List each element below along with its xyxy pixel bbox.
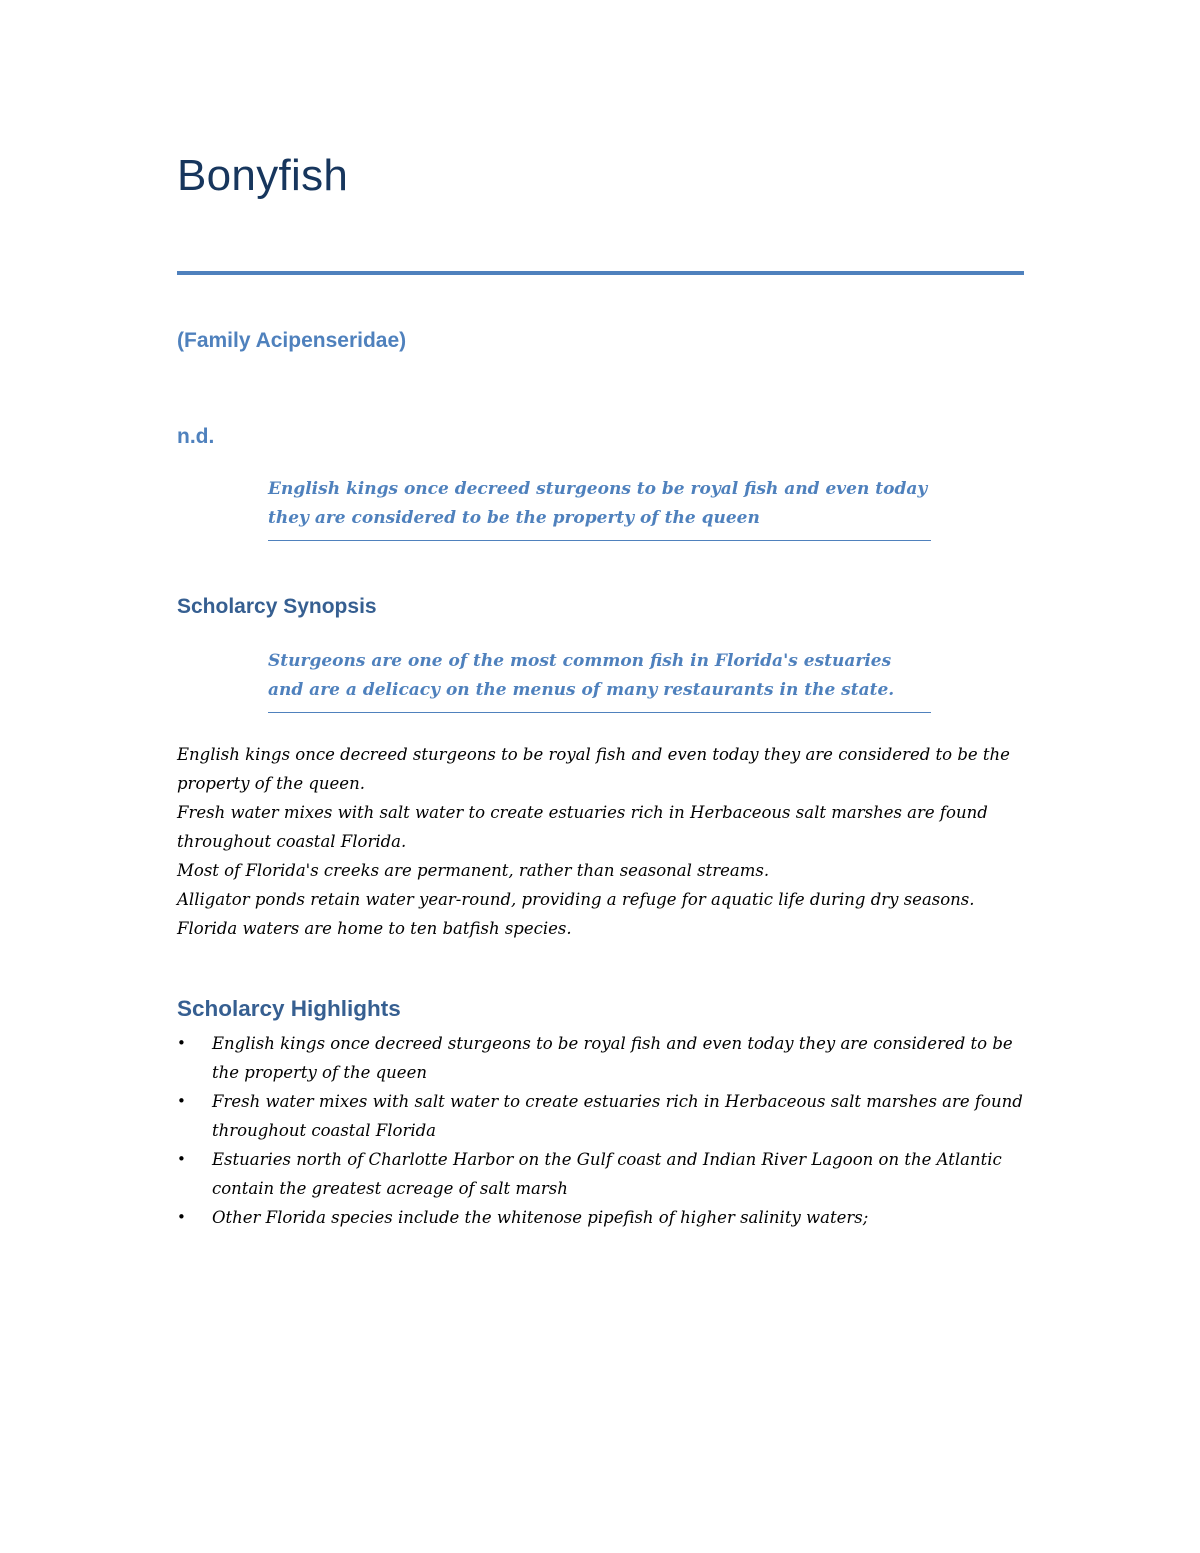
intense-quote-1: English kings once decreed sturgeons to be royal fish and even today they are considered to be the property of the queen [268, 475, 931, 541]
highlight-text: Estuaries north of Charlotte Harbor on the Gulf coast and Indian River Lagoon on the Atlantic contain the greatest acreage of salt marsh [212, 1150, 1002, 1198]
list-item [177, 1029, 1037, 1087]
list-item [177, 1145, 1037, 1203]
highlight-text: Other Florida species include the whitenose pipefish of higher salinity waters; [212, 1208, 869, 1227]
synopsis-body [177, 740, 1037, 943]
highlight-text: English kings once decreed sturgeons to be royal fish and even today they are considered to be the property of the queen [212, 1034, 1013, 1082]
title-divider [177, 271, 1024, 275]
list-item [177, 1087, 1037, 1145]
synopsis-line: English kings once decreed sturgeons to be royal fish and even today they are considered to be the property of the queen. [177, 745, 1010, 793]
synopsis-line: Fresh water mixes with salt water to create estuaries rich in Herbaceous salt marshes are found throughout coastal Florida. [177, 803, 988, 851]
document-title: Bonyfish [177, 151, 349, 200]
highlights-list [177, 1029, 1037, 1232]
synopsis-line: Florida waters are home to ten batfish species. [177, 919, 572, 938]
bullet-icon: • [177, 1150, 186, 1168]
document-subtitle: (Family Acipenseridae) [177, 329, 407, 352]
synopsis-line: Most of Florida's creeks are permanent, rather than seasonal streams. [177, 861, 770, 880]
highlights-heading: Scholarcy Highlights [177, 996, 401, 1021]
highlight-text: Fresh water mixes with salt water to create estuaries rich in Herbaceous salt marshes are found throughout coastal Florida [212, 1092, 1023, 1140]
bullet-icon: • [177, 1034, 186, 1052]
list-item [177, 1203, 1037, 1232]
document-date: n.d. [177, 425, 215, 448]
synopsis-heading: Scholarcy Synopsis [177, 595, 377, 618]
bullet-icon: • [177, 1208, 186, 1226]
intense-quote-2: Sturgeons are one of the most common fish in Florida's estuaries and are a delicacy on the menus of many restaurants in the state. [268, 647, 931, 713]
bullet-icon: • [177, 1092, 186, 1110]
synopsis-line: Alligator ponds retain water year-round, providing a refuge for aquatic life during dry seasons. [177, 890, 975, 909]
